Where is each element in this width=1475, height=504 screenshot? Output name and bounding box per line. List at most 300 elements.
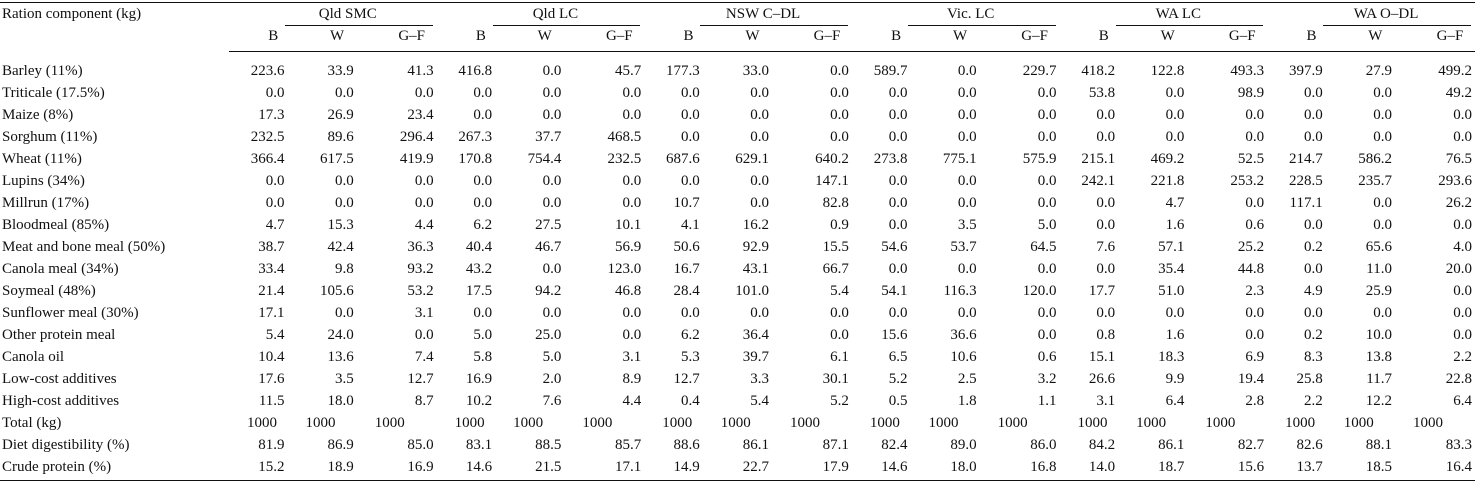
- row-label: Millrun (17%): [2, 195, 90, 211]
- table-cell: 0.0: [1245, 107, 1265, 123]
- table-cell: 4.7: [265, 217, 285, 233]
- table-cell: 53.7: [950, 239, 977, 255]
- table-body: [0, 52, 1475, 481]
- table-cell: 0.0: [473, 107, 493, 123]
- table-cell: 0.8: [1096, 327, 1116, 343]
- table-cell: 0.0: [1373, 107, 1392, 123]
- table-cell: 27.9: [1365, 63, 1392, 79]
- table-cell: 0.0: [265, 195, 285, 211]
- table-cell: 0.0: [622, 305, 642, 321]
- table-cell: 7.6: [542, 393, 562, 409]
- table-cell: 418.2: [1081, 63, 1116, 79]
- table-cell: 26.6: [1088, 371, 1116, 387]
- row-label: Low-cost additives: [2, 371, 117, 387]
- table-cell: 0.0: [681, 129, 700, 145]
- table-cell: 0.0: [1453, 217, 1472, 233]
- table-cell: 589.7: [873, 63, 908, 79]
- table-cell: 3.3: [750, 371, 770, 387]
- table-cell: 16.9: [465, 371, 493, 387]
- table-cell: 1000: [1412, 415, 1443, 431]
- table-cell: 30.1: [822, 371, 849, 387]
- table-cell: 0.0: [957, 85, 977, 101]
- sub-header: G–F: [357, 26, 437, 52]
- table-cell: 5.0: [1037, 217, 1057, 233]
- table-cell: 65.6: [1365, 239, 1392, 255]
- header-spacer: [0, 52, 1475, 61]
- table-cell: 575.9: [1022, 151, 1057, 167]
- table-cell: 0.0: [1037, 85, 1057, 101]
- table-cell: 0.0: [622, 107, 642, 123]
- table-cell: 0.0: [888, 261, 908, 277]
- table-row: [0, 60, 1475, 82]
- row-label: Wheat (11%): [2, 151, 82, 167]
- table-cell: 82.4: [881, 437, 908, 453]
- table-cell: 11.7: [1366, 371, 1392, 387]
- table-cell: 98.9: [1237, 85, 1265, 101]
- table-cell: 43.1: [742, 261, 770, 277]
- table-cell: 10.4: [258, 349, 285, 365]
- table-cell: 0.0: [750, 107, 770, 123]
- table-cell: 0.4: [681, 393, 700, 409]
- table-cell: 12.2: [1365, 393, 1392, 409]
- table-cell: 25.9: [1365, 283, 1392, 299]
- table-cell: 33.4: [258, 261, 285, 277]
- table-cell: 36.4: [742, 327, 770, 343]
- table-cell: 93.2: [407, 261, 434, 277]
- table-cell: 28.4: [673, 283, 700, 299]
- table-cell: 0.0: [830, 327, 849, 343]
- table-row: [0, 82, 1475, 104]
- table-cell: 54.1: [881, 283, 908, 299]
- sub-header: G–F: [980, 26, 1060, 52]
- table-cell: 754.4: [527, 151, 562, 167]
- table-cell: 2.8: [1245, 393, 1265, 409]
- table-row: [0, 104, 1475, 126]
- table-cell: 76.5: [1445, 151, 1472, 167]
- table-cell: 50.6: [673, 239, 700, 255]
- table-cell: 51.0: [1158, 283, 1185, 299]
- table-cell: 416.8: [458, 63, 493, 79]
- table-cell: 0.0: [542, 85, 562, 101]
- table-cell: 0.2: [1303, 239, 1323, 255]
- table-cell: 85.0: [407, 437, 434, 453]
- sub-header: G–F: [564, 26, 644, 52]
- sub-header: B: [437, 26, 496, 52]
- table-cell: 88.5: [535, 437, 562, 453]
- group-header: [229, 3, 437, 27]
- table-cell: 0.0: [1245, 327, 1265, 343]
- table-cell: 296.4: [399, 129, 434, 145]
- table-cell: 1000: [662, 415, 693, 431]
- group-header-row: [0, 3, 1475, 27]
- table-cell: 26.2: [1445, 195, 1472, 211]
- table-cell: 0.0: [622, 327, 642, 343]
- table-cell: 0.0: [830, 85, 849, 101]
- table-cell: 0.0: [1303, 261, 1323, 277]
- table-cell: 0.0: [622, 195, 642, 211]
- group-header: [644, 3, 852, 27]
- table-cell: 419.9: [399, 151, 434, 167]
- table-row: [0, 324, 1475, 346]
- table-cell: 0.0: [265, 85, 285, 101]
- table-cell: 22.8: [1445, 371, 1472, 387]
- table-cell: 0.0: [1303, 107, 1323, 123]
- table-cell: 0.0: [1303, 305, 1323, 321]
- table-cell: 0.0: [888, 305, 908, 321]
- group-label: Qld SMC: [318, 6, 377, 22]
- table-cell: 0.0: [542, 305, 562, 321]
- table-cell: 0.0: [957, 195, 977, 211]
- table-cell: 1.6: [1165, 217, 1185, 233]
- table-cell: 18.7: [1118, 456, 1187, 481]
- table-cell: 12.7: [407, 371, 434, 387]
- table-cell: 617.5: [319, 151, 354, 167]
- table-cell: 0.0: [1245, 129, 1265, 145]
- table-cell: 38.7: [258, 239, 285, 255]
- table-cell: 9.9: [1165, 371, 1185, 387]
- table-cell: 3.2: [1037, 371, 1057, 387]
- table-cell: 0.0: [957, 63, 977, 79]
- table-row: [0, 236, 1475, 258]
- table-cell: 86.0: [1030, 437, 1057, 453]
- table-cell: 0.0: [265, 173, 285, 189]
- table-cell: 0.0: [1165, 305, 1185, 321]
- table-cell: 1000: [305, 415, 336, 431]
- table-cell: 0.0: [681, 305, 700, 321]
- table-cell: 1000: [513, 415, 544, 431]
- table-cell: 0.0: [1165, 129, 1185, 145]
- table-cell: 0.0: [1037, 261, 1057, 277]
- table-cell: 1.8: [957, 393, 977, 409]
- table-cell: 122.8: [1150, 63, 1185, 79]
- table-cell: 10.2: [465, 393, 493, 409]
- table-cell: 25.0: [535, 327, 562, 343]
- row-label: Diet digestibility (%): [2, 437, 130, 453]
- table-cell: 0.0: [542, 63, 562, 79]
- table-cell: 0.0: [1096, 217, 1116, 233]
- table-cell: 1000: [1136, 415, 1167, 431]
- table-cell: 1.6: [1165, 327, 1185, 343]
- table-cell: 88.1: [1365, 437, 1392, 453]
- table-cell: 0.0: [957, 107, 977, 123]
- table-cell: 687.6: [666, 151, 700, 167]
- table-cell: 18.9: [288, 456, 357, 481]
- row-label: Canola meal (34%): [2, 261, 119, 277]
- table-cell: 293.6: [1438, 173, 1472, 189]
- row-label: Sorghum (11%): [2, 129, 98, 145]
- ration-table: [0, 2, 1475, 481]
- sub-header: G–F: [1395, 26, 1475, 52]
- table-cell: 1000: [790, 415, 821, 431]
- table-cell: 5.4: [750, 393, 770, 409]
- table-cell: 0.0: [1096, 261, 1116, 277]
- group-label: WA LC: [1155, 6, 1202, 22]
- table-cell: 21.4: [258, 283, 285, 299]
- sub-header: W: [1326, 26, 1395, 52]
- table-row: [0, 412, 1475, 434]
- table-cell: 52.5: [1237, 151, 1265, 167]
- table-cell: 4.7: [1165, 195, 1185, 211]
- table-cell: 88.6: [673, 437, 700, 453]
- table-cell: 0.0: [1096, 129, 1116, 145]
- table-cell: 11.0: [1366, 261, 1392, 277]
- table-cell: 629.1: [735, 151, 770, 167]
- table-cell: 89.0: [950, 437, 977, 453]
- table-cell: 2.0: [542, 371, 562, 387]
- sub-header: G–F: [1187, 26, 1267, 52]
- row-label: Other protein meal: [2, 327, 116, 343]
- table-cell: 20.0: [1445, 261, 1472, 277]
- row-label: Maize (8%): [2, 107, 74, 123]
- table-cell: 17.3: [258, 107, 285, 123]
- table-cell: 221.8: [1150, 173, 1185, 189]
- table-cell: 0.0: [473, 173, 493, 189]
- table-cell: 24.0: [327, 327, 354, 343]
- table-cell: 0.0: [1303, 217, 1323, 233]
- table-cell: 0.0: [1453, 327, 1472, 343]
- table-row: [0, 192, 1475, 214]
- table-cell: 0.0: [888, 85, 908, 101]
- table-cell: 1000: [454, 415, 485, 431]
- table-cell: 83.1: [465, 437, 493, 453]
- table-cell: 5.0: [473, 327, 493, 343]
- table-cell: 64.5: [1030, 239, 1057, 255]
- table-cell: 235.7: [1358, 173, 1392, 189]
- table-cell: 2.2: [1453, 349, 1472, 365]
- table-cell: 25.8: [1296, 371, 1323, 387]
- sub-header: B: [852, 26, 911, 52]
- table-row: [0, 390, 1475, 412]
- table-cell: 0.0: [750, 129, 770, 145]
- table-cell: 6.5: [888, 349, 908, 365]
- table-row: [0, 346, 1475, 368]
- table-cell: 0.0: [473, 195, 493, 211]
- table-cell: 53.8: [1088, 85, 1116, 101]
- table-cell: 1000: [1285, 415, 1316, 431]
- table-cell: 8.3: [1303, 349, 1323, 365]
- table-cell: 0.0: [888, 173, 908, 189]
- sub-header: W: [910, 26, 979, 52]
- table-cell: 0.0: [334, 173, 354, 189]
- table-cell: 117.1: [1289, 195, 1323, 211]
- table-cell: 3.1: [1096, 393, 1116, 409]
- table-cell: 0.0: [1303, 129, 1323, 145]
- table-cell: 5.0: [542, 349, 562, 365]
- table-cell: 17.9: [772, 456, 852, 481]
- table-cell: 1000: [869, 415, 900, 431]
- table-cell: 0.0: [542, 195, 562, 211]
- table-cell: 0.5: [888, 393, 908, 409]
- table-cell: 13.7: [1267, 456, 1326, 481]
- table-cell: 253.2: [1230, 173, 1265, 189]
- sub-header: B: [229, 26, 288, 52]
- table-cell: 11.5: [258, 393, 285, 409]
- table-cell: 4.9: [1303, 283, 1323, 299]
- table-cell: 33.0: [742, 63, 770, 79]
- table-cell: 0.0: [1245, 195, 1265, 211]
- table-cell: 57.1: [1158, 239, 1185, 255]
- table-cell: 0.0: [1165, 107, 1185, 123]
- table-cell: 53.2: [407, 283, 434, 299]
- sub-header: W: [495, 26, 564, 52]
- table-cell: 54.6: [881, 239, 908, 255]
- table-cell: 366.4: [250, 151, 285, 167]
- table-cell: 16.7: [673, 261, 700, 277]
- table-cell: 0.0: [830, 63, 849, 79]
- table-cell: 1000: [928, 415, 959, 431]
- table-cell: 17.7: [1088, 283, 1116, 299]
- table-cell: 84.2: [1088, 437, 1116, 453]
- table-cell: 499.2: [1438, 63, 1472, 79]
- table-cell: 147.1: [815, 173, 849, 189]
- table-row: [0, 258, 1475, 280]
- table-cell: 94.2: [535, 283, 562, 299]
- table-cell: 16.9: [357, 456, 437, 481]
- table-cell: 0.6: [1037, 349, 1057, 365]
- table-cell: 16.4: [1395, 456, 1475, 481]
- table-cell: 35.4: [1158, 261, 1185, 277]
- table-cell: 6.4: [1165, 393, 1185, 409]
- row-label: Barley (11%): [2, 63, 83, 79]
- table-cell: 0.0: [957, 173, 977, 189]
- table-cell: 4.1: [681, 217, 700, 233]
- table-cell: 4.0: [1453, 239, 1472, 255]
- table-cell: 170.8: [458, 151, 493, 167]
- table-cell: 17.1: [258, 305, 285, 321]
- table-cell: 82.6: [1296, 437, 1323, 453]
- table-cell: 14.6: [437, 456, 496, 481]
- table-cell: 0.0: [830, 305, 849, 321]
- table-cell: 18.0: [327, 393, 354, 409]
- table-cell: 0.0: [1165, 85, 1185, 101]
- table-cell: 1000: [1077, 415, 1108, 431]
- table-cell: 0.0: [888, 129, 908, 145]
- row-label: Bloodmeal (85%): [2, 217, 110, 233]
- table-cell: 5.8: [473, 349, 493, 365]
- table-cell: 228.5: [1288, 173, 1323, 189]
- table-cell: 45.7: [614, 63, 642, 79]
- table-cell: 223.6: [250, 63, 285, 79]
- table-cell: 49.2: [1445, 85, 1472, 101]
- table-cell: 16.2: [742, 217, 770, 233]
- sub-header: B: [644, 26, 703, 52]
- table-cell: 13.8: [1365, 349, 1392, 365]
- table-cell: 232.5: [607, 151, 642, 167]
- row-label: Sunflower meal (30%): [2, 305, 139, 321]
- group-header: [1060, 3, 1268, 27]
- table-cell: 5.4: [830, 283, 849, 299]
- table-row: [0, 148, 1475, 170]
- row-label: Canola oil: [2, 349, 65, 365]
- table-cell: 0.0: [414, 195, 434, 211]
- table-cell: 4.4: [414, 217, 434, 233]
- table-cell: 6.1: [830, 349, 849, 365]
- group-header: [852, 3, 1060, 27]
- table-cell: 468.5: [607, 129, 642, 145]
- table-cell: 40.4: [465, 239, 493, 255]
- table-cell: 2.2: [1303, 393, 1323, 409]
- table-cell: 89.6: [327, 129, 354, 145]
- table-cell: 242.1: [1081, 173, 1116, 189]
- table-cell: 0.0: [957, 261, 977, 277]
- table-cell: 33.9: [327, 63, 354, 79]
- table-cell: 0.0: [830, 129, 849, 145]
- table-cell: 586.2: [1358, 151, 1392, 167]
- table-cell: 92.9: [742, 239, 770, 255]
- table-cell: 0.0: [1373, 195, 1392, 211]
- table-cell: 0.0: [1037, 107, 1057, 123]
- table-cell: 18.0: [910, 456, 979, 481]
- corner-header: Ration component (kg): [0, 3, 229, 52]
- table-cell: 0.0: [473, 85, 493, 101]
- table-cell: 0.0: [750, 195, 770, 211]
- table-cell: 116.3: [943, 283, 977, 299]
- table-cell: 0.0: [750, 173, 770, 189]
- table-cell: 15.6: [881, 327, 908, 343]
- table-cell: 0.0: [1245, 305, 1265, 321]
- group-label: WA O–DL: [1353, 6, 1419, 22]
- table-cell: 4.4: [622, 393, 642, 409]
- table-cell: 0.0: [414, 85, 434, 101]
- table-cell: 10.1: [614, 217, 642, 233]
- table-cell: 0.0: [414, 327, 434, 343]
- sub-header: B: [1267, 26, 1326, 52]
- table-cell: 15.2: [229, 456, 288, 481]
- table-cell: 0.0: [622, 173, 642, 189]
- group-header: [437, 3, 645, 27]
- table-cell: 3.5: [334, 371, 354, 387]
- table-cell: 87.1: [822, 437, 849, 453]
- table-cell: 0.0: [1453, 129, 1472, 145]
- table-cell: 0.0: [1096, 195, 1116, 211]
- table-cell: 215.1: [1081, 151, 1116, 167]
- table-cell: 0.0: [750, 85, 770, 101]
- table-cell: 27.5: [535, 217, 562, 233]
- table-cell: 43.2: [465, 261, 493, 277]
- table-cell: 82.8: [822, 195, 849, 211]
- table-cell: 22.7: [703, 456, 772, 481]
- table-cell: 82.7: [1237, 437, 1265, 453]
- table-cell: 3.5: [957, 217, 977, 233]
- table-cell: 1000: [246, 415, 277, 431]
- table-cell: 15.3: [327, 217, 354, 233]
- table-cell: 23.4: [407, 107, 434, 123]
- table-cell: 86.1: [1158, 437, 1185, 453]
- table-cell: 0.0: [830, 107, 849, 123]
- table-cell: 0.0: [473, 305, 493, 321]
- table-row: [0, 126, 1475, 148]
- table-cell: 1.1: [1037, 393, 1057, 409]
- sub-header: B: [1060, 26, 1119, 52]
- table-cell: 1000: [1205, 415, 1236, 431]
- group-label: Vic. LC: [946, 6, 995, 22]
- table-row: [0, 280, 1475, 302]
- table-cell: 5.3: [681, 349, 700, 365]
- table-cell: 39.7: [742, 349, 770, 365]
- table-cell: 177.3: [666, 63, 700, 79]
- row-label: Lupins (34%): [2, 173, 85, 189]
- table-cell: 493.3: [1230, 63, 1265, 79]
- table-cell: 6.4: [1453, 393, 1472, 409]
- table-cell: 36.6: [950, 327, 977, 343]
- group-label: NSW C–DL: [725, 6, 801, 22]
- table-cell: 12.7: [673, 371, 700, 387]
- table-cell: 5.2: [888, 371, 908, 387]
- table-cell: 101.0: [735, 283, 770, 299]
- table-cell: 9.8: [334, 261, 354, 277]
- table-cell: 0.2: [1303, 327, 1323, 343]
- table-cell: 0.0: [1453, 107, 1472, 123]
